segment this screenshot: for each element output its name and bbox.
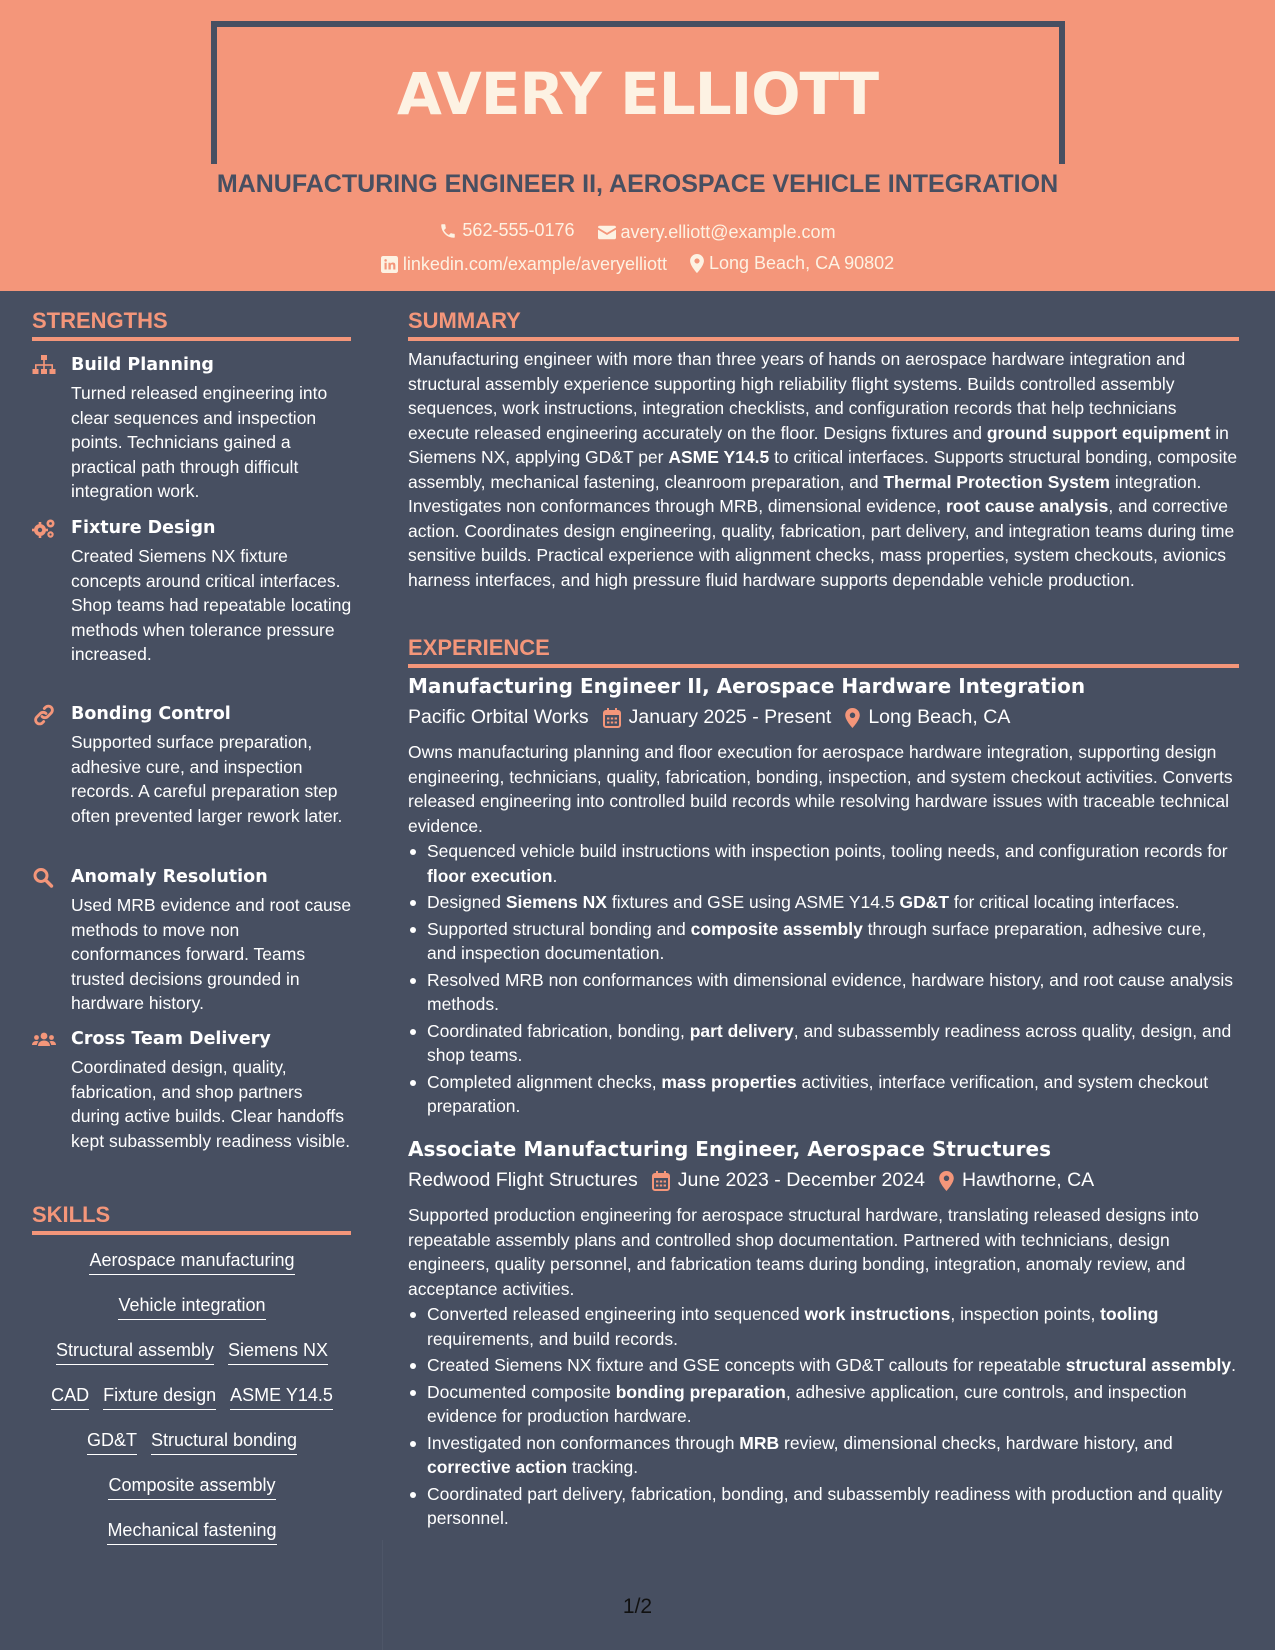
text-run: Sequenced vehicle build instructions with inspection points, tooling needs, and configuration records for <box>427 841 1228 861</box>
skill-row <box>32 1340 352 1365</box>
strength-body: Supported surface preparation, adhesive cure, and inspection records. A careful preparation step often prevented larger rework later. <box>71 732 343 826</box>
users-icon <box>32 1029 56 1051</box>
text-run: fixtures and GSE using ASME Y14.5 <box>606 892 900 912</box>
phone-icon <box>439 222 457 240</box>
bullet-item <box>408 839 1240 888</box>
strength-title: Build Planning <box>71 355 214 375</box>
text-run: , and corrective action. Coordinates design engineering, quality, fabrication, part delivery, and integration teams during time sensitive builds. Practical experience with alignment checks, mass properties, system checkouts, avionics harness interfaces, and high pressure fluid hardware supports dependable vehicle production. <box>408 496 1235 590</box>
bullet-item <box>408 1302 1240 1351</box>
job-meta <box>408 1169 1094 1192</box>
bullet-item <box>408 1353 1240 1378</box>
job-description: Owns manufacturing planning and floor execution for aerospace hardware integration, supporting design engineering, technicians, quality, fabrication, bonding, inspection, and system checkout activities. Converts released engineering into controlled build records while resolving hardware issues with traceable technical evidence. <box>408 742 1233 836</box>
job-location: Long Beach, CA <box>868 706 1011 728</box>
emphasis-text: ground support equipment <box>986 422 1211 443</box>
strengths-heading: STRENGTHS <box>32 308 168 333</box>
bullet-item <box>408 917 1240 966</box>
map-pin-icon <box>845 708 860 728</box>
emphasis-text: floor execution <box>427 865 553 886</box>
emphasis-text: GD&T <box>899 892 950 912</box>
page-number: 1/2 <box>622 1595 653 1618</box>
contact-row-1 <box>0 220 1275 245</box>
map-pin-icon <box>690 254 704 273</box>
text-run: Supported structural bonding and <box>427 918 691 939</box>
skill-tag: GD&T <box>87 1430 137 1455</box>
candidate-title: MANUFACTURING ENGINEER II, AEROSPACE VEHICLE INTEGRATION <box>216 170 1059 198</box>
bullet-item <box>408 1019 1240 1068</box>
experience-rule <box>408 664 1239 668</box>
strength-body: Used MRB evidence and root cause methods to move non conformances forward. Teams trusted decisions grounded in hardware history. <box>71 895 352 1013</box>
phone-text: 562-555-0176 <box>462 220 575 240</box>
strength-title: Bonding Control <box>71 704 231 724</box>
strength-body: Coordinated design, quality, fabrication, and shop partners during active builds. Clear handoffs kept subassembly readiness visible. <box>71 1057 351 1151</box>
emphasis-text: structural assembly <box>1065 1355 1232 1375</box>
experience-heading: EXPERIENCE <box>408 635 550 660</box>
gears-icon <box>32 518 56 540</box>
strength-title: Fixture Design <box>71 518 216 538</box>
skill-tag: Mechanical fastening <box>107 1520 276 1545</box>
text-run: Documented composite <box>427 1381 616 1402</box>
text-run: Designed <box>427 892 506 912</box>
location-item <box>690 253 894 274</box>
envelope-icon <box>598 225 616 240</box>
sitemap-icon <box>32 355 56 377</box>
bullet-item <box>408 968 1240 1017</box>
text-run: . <box>552 865 558 886</box>
summary-rule <box>408 337 1239 341</box>
text-run: Coordinated part delivery, fabrication, bonding, and subassembly readiness with production and quality personnel. <box>427 1483 1223 1528</box>
skill-tag: ASME Y14.5 <box>230 1385 333 1410</box>
strength-title: Cross Team Delivery <box>71 1029 271 1049</box>
skill-tag: Fixture design <box>103 1385 216 1410</box>
bullet-item <box>408 890 1240 915</box>
skill-tag: Composite assembly <box>108 1475 275 1500</box>
emphasis-text: mass properties <box>661 1071 797 1092</box>
job-dates: June 2023 - December 2024 <box>677 1169 925 1191</box>
text-run: for critical locating interfaces. <box>949 892 1180 912</box>
emphasis-text: corrective action <box>427 1457 568 1477</box>
strength-title: Anomaly Resolution <box>71 867 268 887</box>
emphasis-text: bonding preparation <box>615 1381 786 1402</box>
skill-tag: Vehicle integration <box>118 1295 265 1320</box>
skill-tag: Aerospace manufacturing <box>89 1250 294 1275</box>
company-name: Redwood Flight Structures <box>408 1169 638 1191</box>
emphasis-text: Thermal Protection System <box>883 471 1110 492</box>
skill-tag: CAD <box>51 1385 89 1410</box>
job-meta <box>408 706 1010 729</box>
candidate-name: AVERY ELLIOTT <box>396 60 879 128</box>
text-run: Investigated non conformances through <box>427 1432 740 1453</box>
text-run: Coordinated fabrication, bonding, <box>427 1020 690 1041</box>
job-bullets <box>408 839 1240 1121</box>
skills-heading: SKILLS <box>32 1202 111 1227</box>
calendar-icon <box>652 1171 670 1191</box>
location-text: Long Beach, CA 90802 <box>708 253 895 273</box>
skill-row <box>32 1250 352 1275</box>
summary-text <box>408 347 1240 592</box>
bullet-item <box>408 1070 1240 1119</box>
job-description: Supported production engineering for aerospace structural hardware, translating released designs into repeatable assembly plans and controlled shop documentation. Partnered with technicians, design engineers, quality personnel, and fabrication teams during bonding, integration, anomaly review, and acceptance activities. <box>408 1205 1199 1299</box>
strength-body: Turned released engineering into clear sequences and inspection points. Technicians gained a practical path through difficult integration work. <box>71 383 328 501</box>
skill-row <box>32 1430 352 1455</box>
contact-row-2 <box>0 253 1275 278</box>
text-run: to critical interfaces. Supports structural bonding, composite assembly, mechanical fastening, cleanroom preparation, and <box>408 447 1238 492</box>
text-run: through surface preparation, adhesive cure, and inspection documentation. <box>427 918 1207 963</box>
skill-tag: Structural bonding <box>151 1430 297 1455</box>
emphasis-text: part delivery <box>689 1020 794 1041</box>
bullet-item <box>408 1482 1240 1531</box>
summary-heading: SUMMARY <box>408 308 521 333</box>
bullet-item <box>408 1380 1240 1429</box>
job-title: Manufacturing Engineer II, Aerospace Hardware Integration <box>408 674 1086 698</box>
text-run: Manufacturing engineer with more than three years of hands on aerospace hardware integration and structural assembly experience supporting high reliability flight systems. Builds controlled assembly sequences, work instructions, integration checklists, and configuration records that help technicians execute released engineering accurately on the floor. Designs fixtures and <box>408 349 1186 443</box>
skill-row <box>32 1385 352 1410</box>
emphasis-text: composite assembly <box>690 918 863 939</box>
text-run: Converted released engineering into sequenced <box>427 1304 805 1324</box>
emphasis-text: ASME Y14.5 <box>668 447 770 467</box>
linkedin-text[interactable]: linkedin.com/example/averyelliott <box>402 254 667 274</box>
linkedin-item[interactable] <box>381 254 667 275</box>
text-run: activities, interface verification, and system checkout preparation. <box>427 1071 1209 1116</box>
search-icon <box>32 867 56 889</box>
text-run: Created Siemens NX fixture and GSE concepts with GD&T callouts for repeatable <box>427 1355 1066 1375</box>
text-run: requirements, and build records. <box>427 1328 678 1349</box>
text-run: . <box>1231 1355 1236 1375</box>
emphasis-text: root cause analysis <box>945 496 1109 516</box>
phone-item <box>439 220 574 241</box>
text-run: , inspection points, <box>950 1304 1101 1324</box>
emphasis-text: work instructions <box>804 1304 951 1324</box>
email-text[interactable]: avery.elliott@example.com <box>620 221 836 242</box>
text-run: Resolved MRB non conformances with dimensional evidence, hardware history, and root cause analysis methods. <box>427 969 1234 1014</box>
job-bullets <box>408 1302 1240 1533</box>
skill-row <box>32 1520 352 1545</box>
bullet-item <box>408 1431 1240 1480</box>
text-run: in Siemens NX, applying GD&T per <box>408 422 1229 467</box>
skills-rule <box>32 1231 351 1235</box>
text-run: tracking. <box>567 1457 639 1477</box>
job-location: Hawthorne, CA <box>961 1169 1095 1191</box>
email-item[interactable] <box>598 222 836 243</box>
map-pin-icon <box>939 1171 954 1191</box>
text-run: , and subassembly readiness across quality, design, and shop teams. <box>427 1020 1232 1065</box>
job-title: Associate Manufacturing Engineer, Aerospace Structures <box>408 1137 1052 1161</box>
job-title-band <box>0 164 1275 204</box>
text-run: , adhesive application, cure controls, and inspection evidence for production hardware. <box>427 1381 1187 1426</box>
skill-tag: Siemens NX <box>228 1340 328 1365</box>
linkedin-icon <box>381 256 398 273</box>
text-run: review, dimensional checks, hardware history, and <box>779 1432 1173 1453</box>
skill-row <box>32 1475 352 1500</box>
calendar-icon <box>603 708 621 728</box>
emphasis-text: MRB <box>739 1432 780 1453</box>
text-run: integration. Investigates non conformances through MRB, dimensional evidence, <box>408 471 1202 516</box>
strengths-rule <box>32 337 351 341</box>
company-name: Pacific Orbital Works <box>408 706 589 728</box>
skill-tag: Structural assembly <box>56 1340 214 1365</box>
job-dates: January 2025 - Present <box>628 706 832 728</box>
emphasis-text: Siemens NX <box>505 892 607 912</box>
emphasis-text: tooling <box>1100 1304 1159 1324</box>
text-run: Completed alignment checks, <box>427 1071 662 1092</box>
link-icon <box>32 704 56 726</box>
skill-row <box>32 1295 352 1320</box>
strength-body: Created Siemens NX fixture concepts around critical interfaces. Shop teams had repeatable locating methods when tolerance pressure increased. <box>71 546 352 664</box>
